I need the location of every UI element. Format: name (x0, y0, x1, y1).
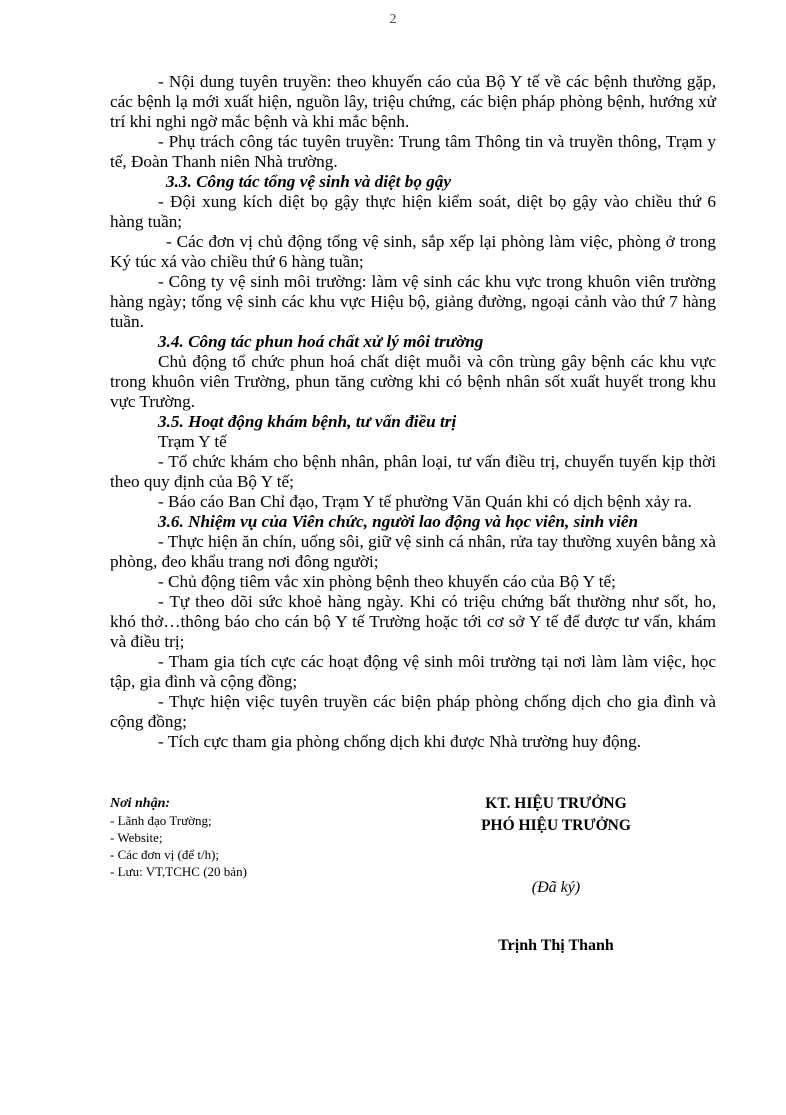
section-3-5-subtitle: Trạm Y tế (158, 432, 227, 451)
recipient-item: - Lưu: VT,TCHC (20 bản) (110, 864, 247, 879)
section-3-6-item: - Chủ động tiêm vắc xin phòng bệnh theo khuyến cáo của Bộ Y tế; (158, 572, 616, 591)
section-3-5-item: - Tổ chức khám cho bệnh nhân, phân loại, tư vấn điều trị, chuyển tuyến kịp thời theo quy định của Bộ Y tế; (110, 452, 716, 491)
section-3-6-item: - Tham gia tích cực các hoạt động vệ sinh môi trường tại nơi làm làm việc, học tập, gia đình và cộng đồng; (110, 652, 716, 691)
section-3-6-heading: 3.6. Nhiệm vụ của Viên chức, người lao động và học viên, sinh viên (158, 512, 639, 531)
section-3-5-heading: 3.5. Hoạt động khám bệnh, tư vấn điều trị (158, 412, 457, 431)
recipient-item: - Website; (110, 830, 163, 845)
signer-title-line2: PHÓ HIỆU TRƯỞNG (481, 817, 631, 834)
recipients-title: Nơi nhận: (110, 796, 171, 811)
page-number: 2 (389, 12, 397, 27)
paragraph-propaganda-content: - Nội dung tuyên truyền: theo khuyến cáo của Bộ Y tế về các bệnh thường gặp, các bệnh lạ mới xuất hiện, nguồn lây, triệu chứng, các biện pháp phòng bệnh, hướng xử trí khi nghi ngờ mắc bệnh và khi mắc bệnh. (110, 72, 716, 131)
section-3-6-item: - Tự theo dõi sức khoẻ hàng ngày. Khi có triệu chứng bất thường như sốt, ho, khó thở…thông báo cho cán bộ Y tế Trường hoặc tới cơ sở Y tế để được tư vấn, khám và điều trị; (110, 592, 716, 651)
section-3-3-item: - Các đơn vị chủ động tổng vệ sinh, sắp xếp lại phòng làm việc, phòng ở trong Ký túc xá vào chiều thứ 6 hàng tuần; (110, 232, 716, 271)
recipient-item: - Lãnh đạo Trường; (110, 813, 212, 828)
signer-title-line1: KT. HIỆU TRƯỞNG (485, 795, 627, 812)
signature-block (426, 793, 686, 955)
section-3-6-item: - Thực hiện việc tuyên truyền các biện pháp phòng chống dịch cho gia đình và cộng đồng; (110, 692, 716, 731)
document-body (110, 72, 716, 752)
section-3-4-text: Chủ động tổ chức phun hoá chất diệt muỗi và côn trùng gây bệnh các khu vực trong khuôn viên Trường, phun tăng cường khi có bệnh nhân sốt xuất huyết trong khu vực Trường. (110, 352, 716, 411)
paragraph-propaganda-responsible: - Phụ trách công tác tuyên truyền: Trung tâm Thông tin và truyền thông, Trạm y tế, Đoàn Thanh niên Nhà trường. (110, 132, 716, 171)
section-3-4-heading: 3.4. Công tác phun hoá chất xử lý môi trường (158, 332, 484, 351)
section-3-3-heading: 3.3. Công tác tổng vệ sinh và diệt bọ gậy (166, 172, 452, 191)
section-3-6-item: - Thực hiện ăn chín, uống sôi, giữ vệ sinh cá nhân, rửa tay thường xuyên bằng xà phòng, đeo khẩu trang nơi đông người; (110, 532, 716, 571)
section-3-3-item: - Đội xung kích diệt bọ gậy thực hiện kiểm soát, diệt bọ gậy vào chiều thứ 6 hàng tuần; (110, 192, 716, 231)
signed-note: (Đã ký) (531, 879, 581, 896)
signer-name: Trịnh Thị Thanh (498, 937, 614, 954)
recipients-block (110, 795, 410, 880)
recipient-item: - Các đơn vị (để t/h); (110, 847, 220, 862)
section-3-6-item: - Tích cực tham gia phòng chống dịch khi được Nhà trường huy động. (158, 732, 642, 751)
section-3-5-item: - Báo cáo Ban Chỉ đạo, Trạm Y tế phường Văn Quán khi có dịch bệnh xảy ra. (158, 492, 692, 511)
section-3-3-item: - Công ty vệ sinh môi trường: làm vệ sinh các khu vực trong khuôn viên trường hàng ngày; tổng vệ sinh các khu vực Hiệu bộ, giảng đường, ngoại cảnh vào thứ 7 hàng tuần. (110, 272, 716, 331)
